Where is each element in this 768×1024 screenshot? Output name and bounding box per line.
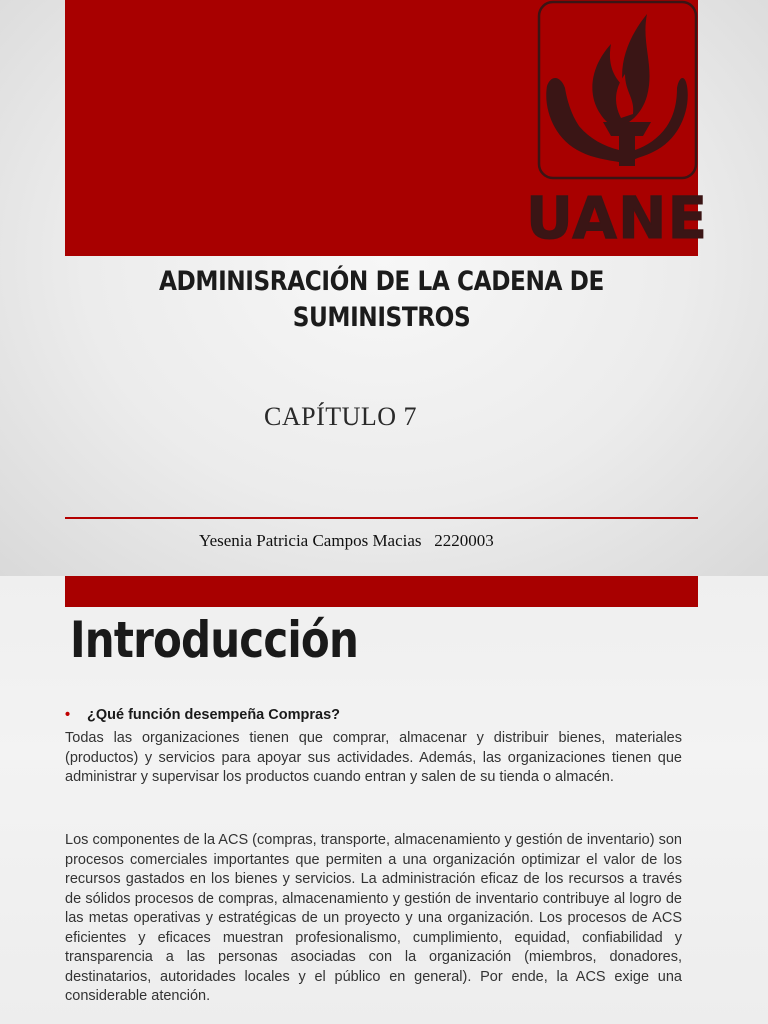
divider-line — [65, 517, 698, 519]
bullet-item — [65, 707, 340, 723]
slide-heading: Introducción — [70, 611, 359, 669]
chapter-label: CAPÍTULO 7 — [264, 402, 418, 431]
torch-in-hands-logo-icon — [525, 0, 709, 252]
body-paragraph: Los componentes de la ACS (compras, transporte, almacenamiento y gestión de inventario) son procesos comerciales importantes que permiten a una organización optimizar el valor de los recursos gastados en los bienes y servicios. La administración eficaz de los recursos a través de sólidos procesos de compras, almacenamiento y gestión de inventario contribuye al logro de las metas operativas y estratégicas de un proyecto y una organización. Los procesos de ACS eficientes y eficaces muestran profesionalismo, cumplimiento, equidad, confiabilidad y transparencia a las personas asociadas con la organización (miembros, donadores, destinatarios, autoridades locales y el público en general). Por ende, la ACS exige una considerable atención. — [65, 832, 682, 1004]
introduction-slide — [0, 576, 768, 1024]
svg-text:UANE: UANE — [525, 184, 709, 252]
bullet-text: ¿Qué función desempeña Compras? — [87, 707, 340, 723]
bullet-icon: • — [65, 707, 71, 723]
header-band — [65, 576, 698, 607]
body-paragraph: Todas las organizaciones tienen que comprar, almacenar y distribuir bienes, materiales (productos) y servicios para apoyar sus actividades. Además, las organizaciones tienen que administrar y supervisar los productos cuando entran y salen de su tienda o almacén. — [65, 730, 682, 785]
presentation-title: ADMINISRACIÓN DE LA CADENA DE SUMINISTROS — [159, 266, 604, 333]
author-line: Yesenia Patricia Campos Macias 2220003 — [199, 531, 494, 550]
